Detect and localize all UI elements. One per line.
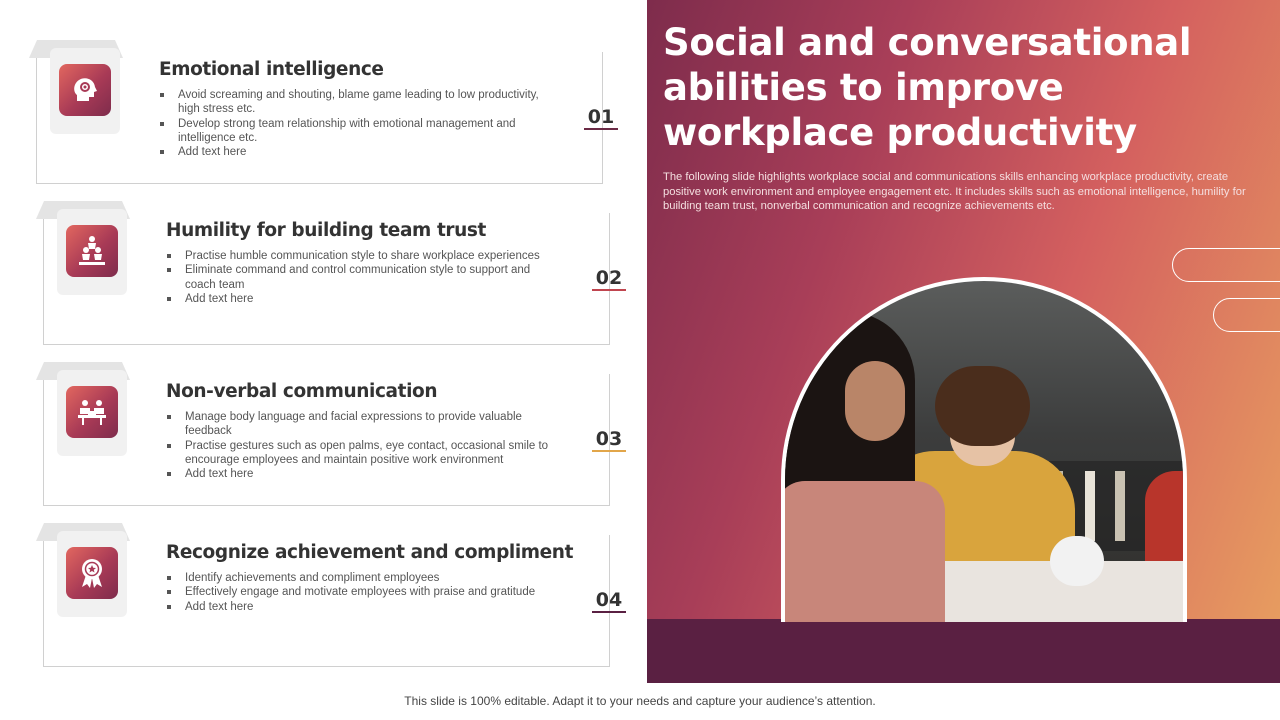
card-number: 02 <box>595 267 623 289</box>
bullet-item: Identify achievements and compliment employees <box>166 571 561 585</box>
icon-box <box>57 209 127 295</box>
photo-lamp <box>1050 536 1104 586</box>
footer-note: This slide is 100% editable. Adapt it to your needs and capture your audience’s attention. <box>404 694 876 708</box>
card-number: 01 <box>587 106 615 128</box>
bullet-item: Develop strong team relationship with emotional management and intelligence etc. <box>159 117 554 146</box>
award-ribbon-icon <box>66 547 118 599</box>
photo-person-left-face <box>845 361 905 441</box>
bullet-list <box>166 410 561 481</box>
bullet-item: Effectively engage and motivate employees with praise and gratitude <box>166 585 561 599</box>
bullet-item: Practise gestures such as open palms, eye contact, occasional smile to encourage employees and maintain positive work environment <box>166 439 561 468</box>
number-underline <box>592 611 626 613</box>
photo-book <box>1085 471 1095 541</box>
team-meeting-photo <box>781 277 1187 622</box>
bottom-band <box>647 619 1280 683</box>
head-gear-icon <box>59 64 111 116</box>
right-panel <box>647 0 1280 683</box>
card-number: 03 <box>595 428 623 450</box>
bullet-item: Practise humble communication style to share workplace experiences <box>166 249 561 263</box>
decorative-pill <box>1213 298 1280 332</box>
photo-book <box>1115 471 1125 541</box>
icon-box <box>57 531 127 617</box>
bullet-list <box>159 88 554 159</box>
team-pyramid-icon <box>66 225 118 277</box>
bullet-item: Add text here <box>166 600 561 614</box>
card-title: Emotional intelligence <box>159 59 384 80</box>
card-title: Humility for building team trust <box>166 220 486 241</box>
bullet-item: Eliminate command and control communication style to support and coach team <box>166 263 561 292</box>
icon-box <box>57 370 127 456</box>
card-title: Non-verbal communication <box>166 381 438 402</box>
card-recognize <box>43 535 610 667</box>
decorative-pill <box>1172 248 1280 282</box>
number-underline <box>592 289 626 291</box>
slide-description: The following slide highlights workplace social and communications skills enhancing workplace productivity, create positive work environment and employee engagement etc. It includes skills such as emotional intelligence, humility for building team trust, nonverbal communication and recognize achievements etc. <box>663 171 1246 212</box>
bullet-list <box>166 571 561 614</box>
page-title: Social and conversational abilities to improve workplace productivity <box>663 21 1192 154</box>
card-title: Recognize achievement and compliment <box>166 542 574 563</box>
icon-box <box>50 48 120 134</box>
number-underline <box>592 450 626 452</box>
bullet-item: Add text here <box>166 292 561 306</box>
photo-person-center-hair <box>935 366 1030 446</box>
bullet-item: Avoid screaming and shouting, blame game leading to low productivity, high stress etc. <box>159 88 554 117</box>
card-emotional-intelligence <box>36 52 603 184</box>
meeting-table-icon <box>66 386 118 438</box>
bullet-list <box>166 249 561 306</box>
bullet-item: Add text here <box>159 145 554 159</box>
bullet-item: Add text here <box>166 467 561 481</box>
bullet-item: Manage body language and facial expressions to provide valuable feedback <box>166 410 561 439</box>
card-humility <box>43 213 610 345</box>
photo-person-left-body <box>781 481 945 622</box>
card-number: 04 <box>595 589 623 611</box>
card-non-verbal <box>43 374 610 506</box>
number-underline <box>584 128 618 130</box>
